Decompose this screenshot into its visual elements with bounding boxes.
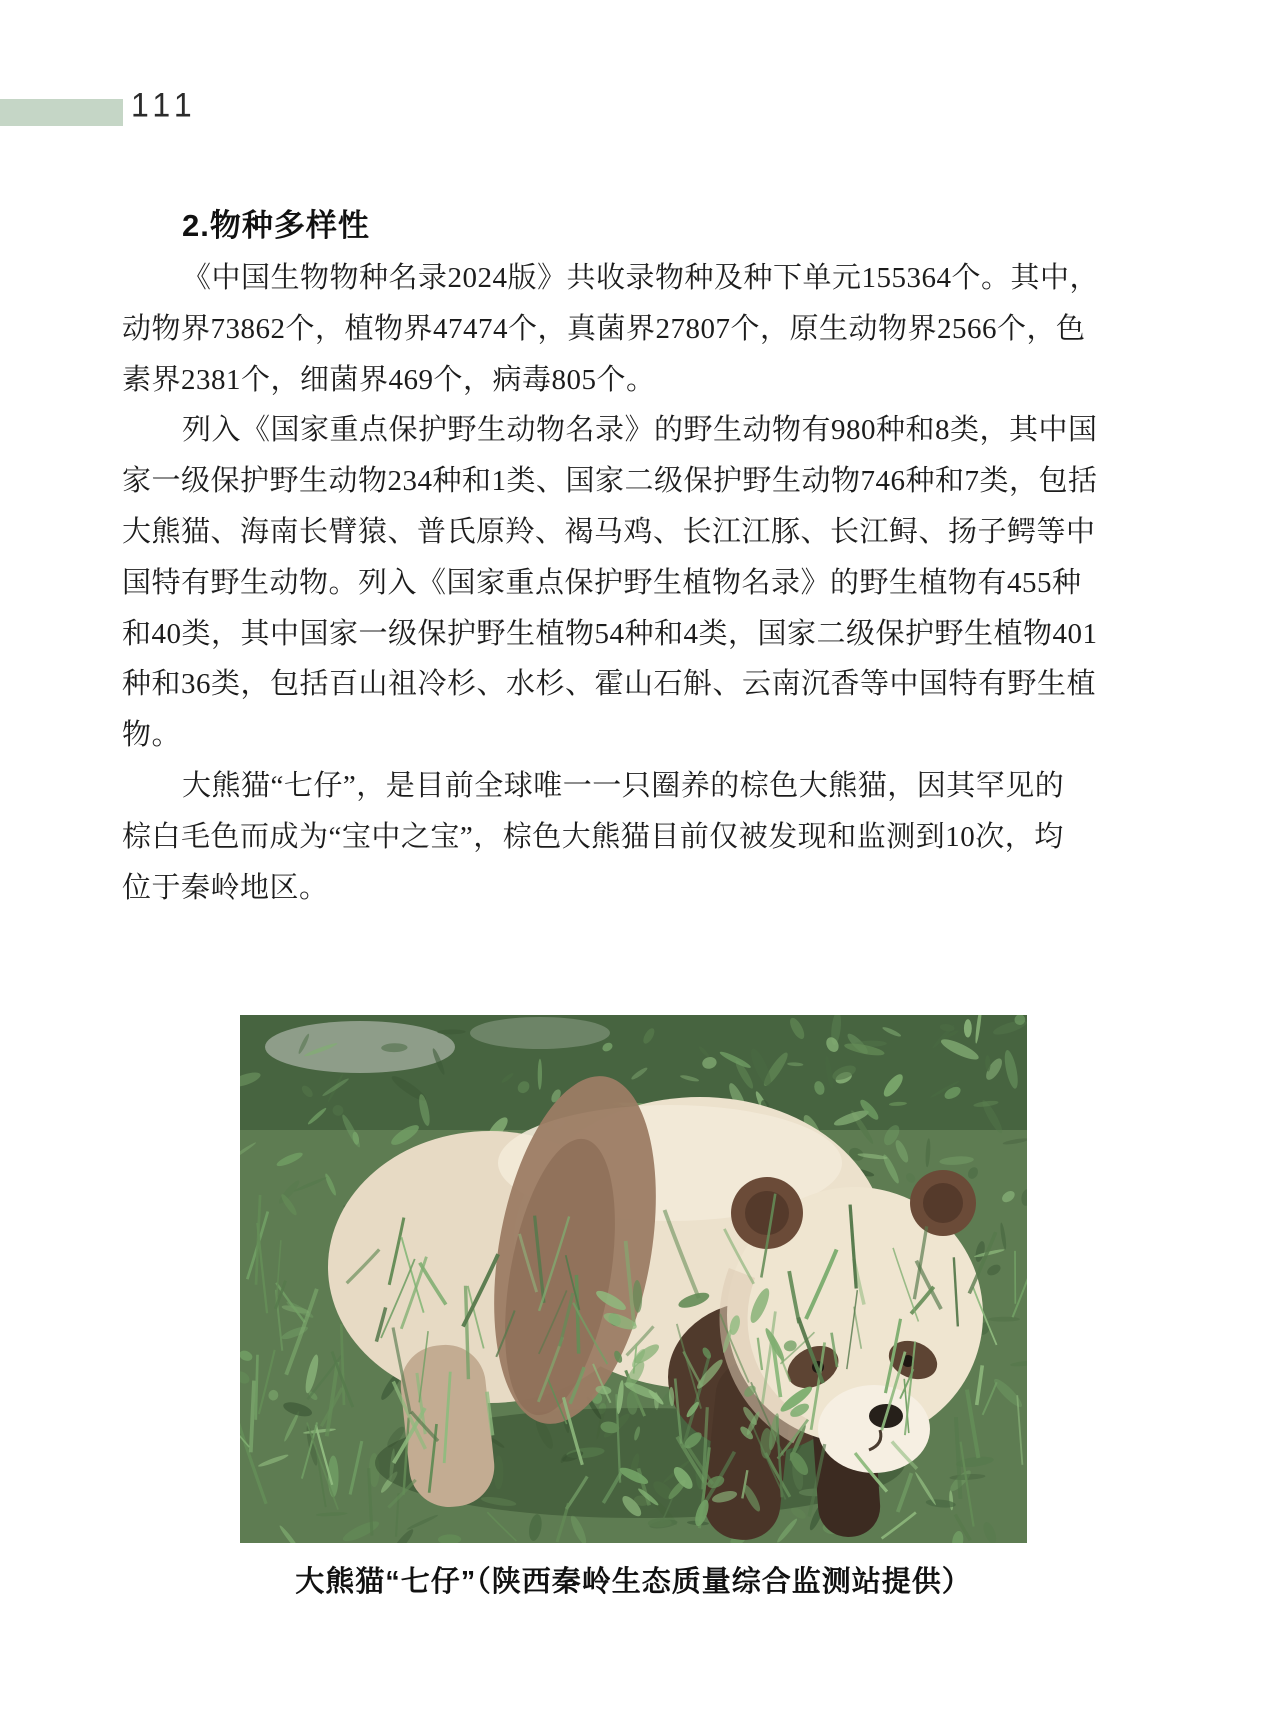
text-line: 大熊猫“七仔”，是目前全球唯一一只圈养的棕色大熊猫，因其罕见的 — [182, 769, 1065, 802]
rock-patch — [265, 1021, 455, 1073]
panda-ear-right-inner — [923, 1183, 963, 1223]
text-line: 列入《国家重点保护野生动物名录》的野生动物有980种和8类，其中国 — [182, 414, 1098, 447]
text-line: 《中国生物物种名录2024版》共收录物种及种下单元155364个。其中， — [182, 262, 1100, 294]
text-line: 种和36类，包括百山祖冷杉、水杉、霍山石斛、云南沉香等中国特有野生植 — [122, 668, 1097, 701]
text-line: 国特有野生动物。列入《国家重点保护野生植物名录》的野生植物有455种 — [122, 566, 1082, 599]
paragraph-protected-species — [122, 405, 1128, 761]
panda-photo-image — [240, 1015, 1027, 1543]
text-line: 家一级保护野生动物234种和1类、国家二级保护野生动物746种和7类，包括 — [122, 465, 1098, 498]
panda-ear-left-inner — [745, 1191, 789, 1235]
section-heading: 2.物种多样性 — [182, 208, 370, 243]
page-number: 111 — [131, 85, 198, 124]
page-number-band — [0, 99, 123, 126]
text-column — [122, 205, 1128, 913]
text-line: 大熊猫、海南长臂猿、普氏原羚、褐马鸡、长江江豚、长江鲟、扬子鳄等中 — [122, 515, 1096, 548]
text-line: 位于秦岭地区。 — [122, 871, 329, 904]
text-line: 棕白毛色而成为“宝中之宝”，棕色大熊猫目前仅被发现和监测到10次，均 — [122, 820, 1064, 853]
text-line: 物。 — [122, 719, 182, 752]
text-line: 动物界73862个，植物界47474个，真菌界27807个，原生动物界2566个，色 — [122, 312, 1086, 345]
panda-photo-figure — [240, 1015, 1027, 1600]
paragraph-brown-panda — [122, 761, 1128, 913]
photo-caption: 大熊猫“七仔”（陕西秦岭生态质量综合监测站提供） — [295, 1566, 972, 1598]
panda-muzzle — [818, 1385, 930, 1473]
paragraph-species-count — [122, 253, 1128, 405]
text-line: 和40类，其中国家一级保护野生植物54种和4类，国家二级保护野生植物401 — [122, 617, 1098, 650]
text-line: 素界2381个，细菌界469个，病毒805个。 — [122, 363, 656, 396]
rock-patch — [470, 1017, 610, 1049]
